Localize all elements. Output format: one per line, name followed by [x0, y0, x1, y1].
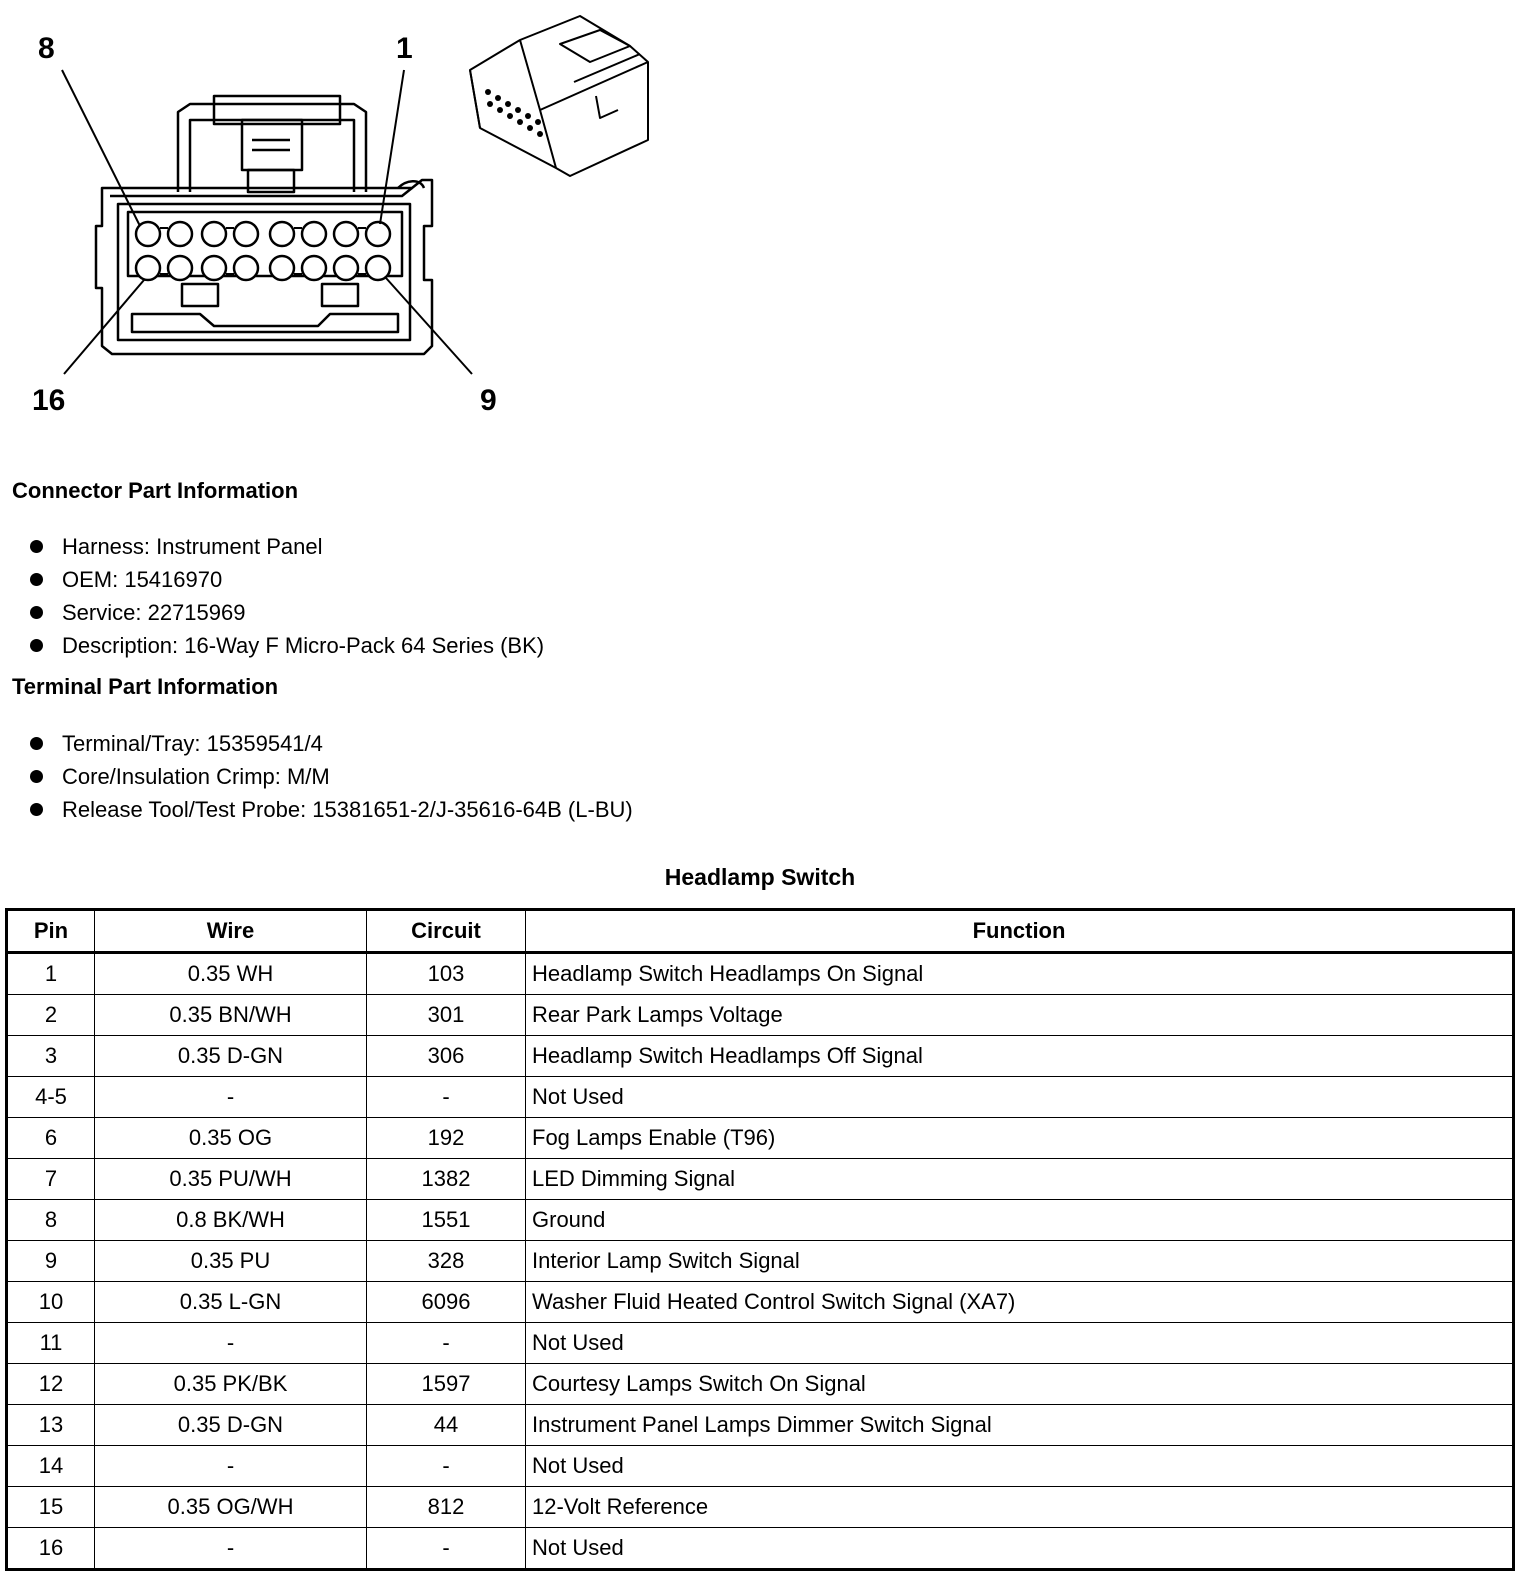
- cell-pin: 10: [7, 1282, 95, 1323]
- cell-circuit: 328: [367, 1241, 526, 1282]
- cell-function: Courtesy Lamps Switch On Signal: [526, 1364, 1514, 1405]
- cell-wire: 0.35 OG: [95, 1118, 367, 1159]
- cell-function: LED Dimming Signal: [526, 1159, 1514, 1200]
- table-row: [7, 953, 1514, 995]
- cell-circuit: -: [367, 1077, 526, 1118]
- cell-wire: 0.35 D-GN: [95, 1036, 367, 1077]
- cell-wire: -: [95, 1446, 367, 1487]
- cell-pin: 2: [7, 995, 95, 1036]
- table-row: [7, 1077, 1514, 1118]
- header-wire: Wire: [95, 910, 367, 953]
- cell-pin: 3: [7, 1036, 95, 1077]
- table-row: [7, 1241, 1514, 1282]
- cell-pin: 13: [7, 1405, 95, 1446]
- cell-pin: 4-5: [7, 1077, 95, 1118]
- cell-wire: -: [95, 1077, 367, 1118]
- cell-pin: 1: [7, 953, 95, 995]
- connector-info-heading: Connector Part Information: [12, 478, 299, 503]
- cell-function: Not Used: [526, 1323, 1514, 1364]
- cell-circuit: 306: [367, 1036, 526, 1077]
- cell-wire: 0.35 OG/WH: [95, 1487, 367, 1528]
- terminal-info-heading: Terminal Part Information: [12, 674, 279, 699]
- connector-3d-view: [470, 16, 648, 176]
- cell-pin: 16: [7, 1528, 95, 1570]
- cell-wire: 0.8 BK/WH: [95, 1200, 367, 1241]
- cell-circuit: 6096: [367, 1282, 526, 1323]
- connector-face-diagram: [0, 0, 680, 440]
- table-row: [7, 995, 1514, 1036]
- cell-pin: 7: [7, 1159, 95, 1200]
- cell-pin: 8: [7, 1200, 95, 1241]
- cell-function: Headlamp Switch Headlamps On Signal: [526, 953, 1514, 995]
- cell-wire: -: [95, 1323, 367, 1364]
- cell-function: 12-Volt Reference: [526, 1487, 1514, 1528]
- cell-pin: 15: [7, 1487, 95, 1528]
- cell-circuit: 1597: [367, 1364, 526, 1405]
- list-item: Release Tool/Test Probe: 15381651-2/J-35616-64B (L-BU): [30, 793, 633, 826]
- cell-wire: 0.35 WH: [95, 953, 367, 995]
- pin-label-16: 16: [32, 384, 66, 417]
- cell-circuit: 1382: [367, 1159, 526, 1200]
- cell-circuit: 103: [367, 953, 526, 995]
- cell-circuit: 192: [367, 1118, 526, 1159]
- list-item: Core/Insulation Crimp: M/M: [30, 760, 633, 793]
- cell-circuit: 1551: [367, 1200, 526, 1241]
- cell-circuit: 812: [367, 1487, 526, 1528]
- pin-label-8: 8: [38, 32, 55, 65]
- cell-circuit: -: [367, 1323, 526, 1364]
- cell-pin: 14: [7, 1446, 95, 1487]
- list-item: Harness: Instrument Panel: [30, 530, 544, 563]
- table-row: [7, 1405, 1514, 1446]
- cell-wire: 0.35 PU/WH: [95, 1159, 367, 1200]
- table-row: [7, 1200, 1514, 1241]
- cell-function: Instrument Panel Lamps Dimmer Switch Signal: [526, 1405, 1514, 1446]
- table-title: Headlamp Switch: [664, 864, 856, 890]
- cell-function: Headlamp Switch Headlamps Off Signal: [526, 1036, 1514, 1077]
- list-item: OEM: 15416970: [30, 563, 544, 596]
- list-item: Service: 22715969: [30, 596, 544, 629]
- table-row: [7, 1036, 1514, 1077]
- cell-wire: 0.35 PK/BK: [95, 1364, 367, 1405]
- table-row: [7, 1118, 1514, 1159]
- cell-function: Not Used: [526, 1446, 1514, 1487]
- cell-function: Fog Lamps Enable (T96): [526, 1118, 1514, 1159]
- list-item: Terminal/Tray: 15359541/4: [30, 727, 633, 760]
- table-row: [7, 1446, 1514, 1487]
- cell-pin: 12: [7, 1364, 95, 1405]
- cell-function: Not Used: [526, 1077, 1514, 1118]
- cell-wire: 0.35 PU: [95, 1241, 367, 1282]
- pin-label-9: 9: [480, 384, 497, 417]
- header-circuit: Circuit: [367, 910, 526, 953]
- table-row: [7, 1528, 1514, 1570]
- table-row: [7, 1323, 1514, 1364]
- cell-circuit: -: [367, 1446, 526, 1487]
- cell-function: Ground: [526, 1200, 1514, 1241]
- cell-function: Rear Park Lamps Voltage: [526, 995, 1514, 1036]
- cell-pin: 6: [7, 1118, 95, 1159]
- header-pin: Pin: [7, 910, 95, 953]
- pin-table: [5, 908, 1515, 1571]
- list-item: Description: 16-Way F Micro-Pack 64 Series (BK): [30, 629, 544, 662]
- cell-function: Interior Lamp Switch Signal: [526, 1241, 1514, 1282]
- header-function: Function: [526, 910, 1514, 953]
- cell-function: Washer Fluid Heated Control Switch Signal (XA7): [526, 1282, 1514, 1323]
- cell-pin: 11: [7, 1323, 95, 1364]
- table-row: [7, 1282, 1514, 1323]
- table-row: [7, 1364, 1514, 1405]
- table-header-row: [7, 910, 1514, 953]
- cell-wire: 0.35 L-GN: [95, 1282, 367, 1323]
- cell-wire: 0.35 D-GN: [95, 1405, 367, 1446]
- cell-circuit: -: [367, 1528, 526, 1570]
- cell-circuit: 301: [367, 995, 526, 1036]
- table-row: [7, 1487, 1514, 1528]
- cell-wire: 0.35 BN/WH: [95, 995, 367, 1036]
- pin-label-1: 1: [396, 32, 413, 65]
- cell-wire: -: [95, 1528, 367, 1570]
- cell-function: Not Used: [526, 1528, 1514, 1570]
- terminal-info-list: [30, 727, 633, 826]
- table-row: [7, 1159, 1514, 1200]
- connector-info-list: [30, 530, 544, 662]
- cell-circuit: 44: [367, 1405, 526, 1446]
- cell-pin: 9: [7, 1241, 95, 1282]
